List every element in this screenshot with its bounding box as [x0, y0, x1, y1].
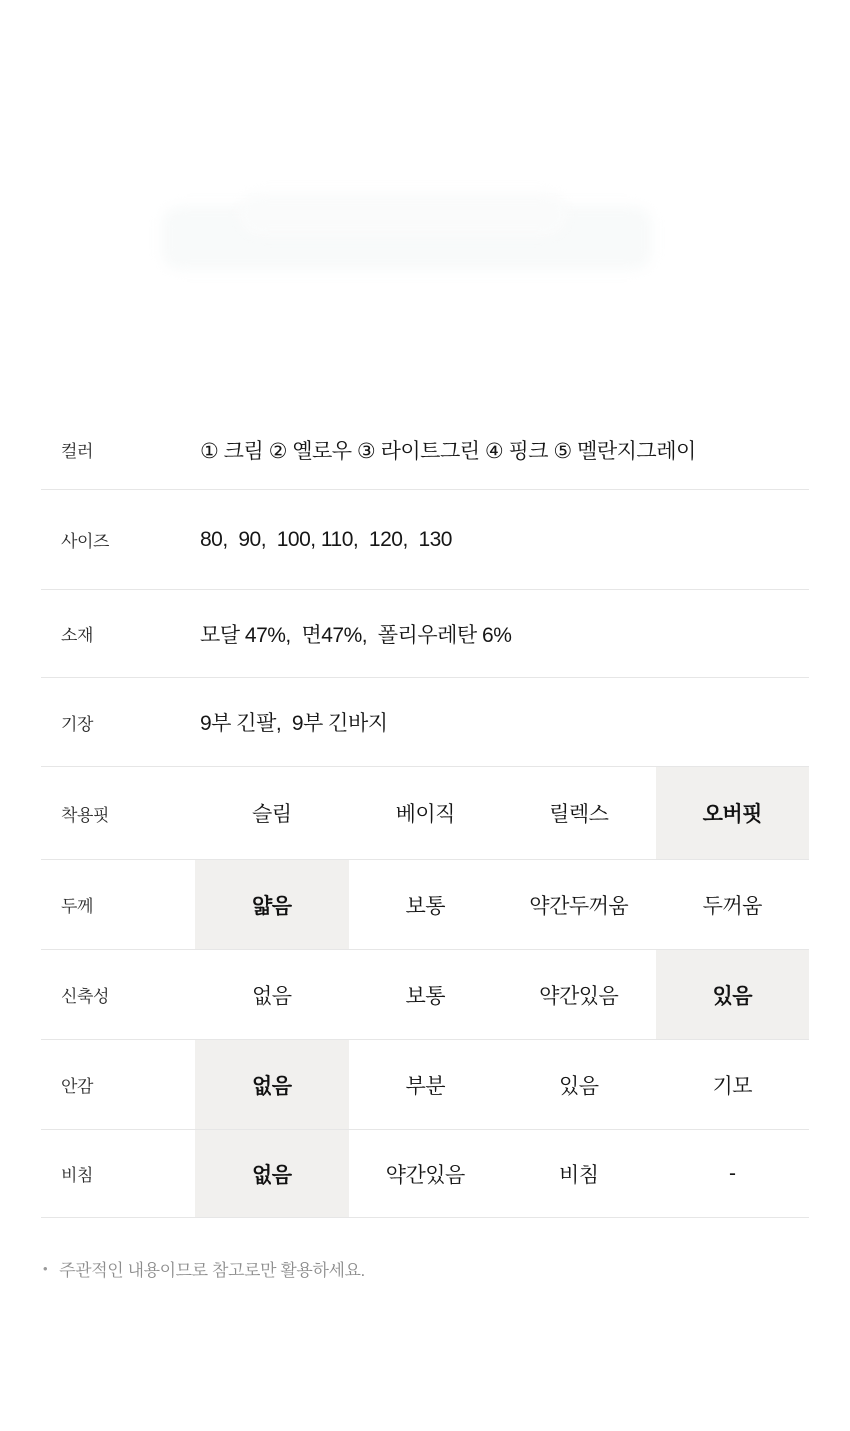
spec-scale-stretch — [195, 950, 809, 1039]
spec-row-length — [41, 678, 809, 767]
spec-option: 약간두꺼움 — [529, 894, 629, 918]
product-spec-table — [41, 410, 809, 1218]
spec-label: 비침 — [61, 1166, 94, 1185]
spec-label: 두께 — [61, 897, 94, 916]
spec-row-fit — [41, 767, 809, 860]
footnote — [43, 1256, 809, 1281]
spec-value: 9부 긴팔, 9부 긴바지 — [200, 712, 388, 735]
spec-option: 슬림 — [251, 803, 292, 826]
spec-label: 소재 — [61, 626, 94, 645]
spec-value: 모달 47%, 면47%, 폴리우레탄 6% — [200, 623, 512, 647]
spec-option: 부분 — [405, 1074, 446, 1098]
spec-option: 없음 — [195, 1130, 349, 1217]
spec-label: 착용핏 — [61, 805, 110, 825]
spec-option: 있음 — [656, 950, 810, 1039]
spec-value: ① 크림 ② 옐로우 ③ 라이트그린 ④ 핑크 ⑤ 멜란지그레이 — [200, 439, 696, 463]
spec-row-size — [41, 490, 809, 590]
spec-scale-sheerness — [195, 1130, 809, 1217]
spec-label: 사이즈 — [61, 532, 110, 551]
spec-row-thickness — [41, 860, 809, 950]
spec-option: 두꺼움 — [702, 894, 762, 918]
spec-option: - — [729, 1161, 736, 1185]
spec-option: 없음 — [195, 1040, 349, 1129]
spec-label: 기장 — [61, 714, 94, 734]
spec-scale-lining — [195, 1040, 809, 1129]
spec-scale-thickness — [195, 860, 809, 949]
spec-option: 기모 — [712, 1074, 753, 1098]
spec-value: 80, 90, 100, 110, 120, 130 — [200, 527, 452, 551]
spec-option: 없음 — [251, 984, 292, 1008]
spec-option: 보통 — [405, 894, 446, 918]
spec-option: 보통 — [405, 984, 446, 1008]
spec-row-sheerness — [41, 1130, 809, 1218]
spec-option: 비침 — [558, 1163, 599, 1187]
spec-option: 베이직 — [395, 803, 455, 826]
faded-product-image-highlight — [238, 193, 568, 237]
spec-option: 릴렉스 — [549, 803, 609, 826]
spec-row-material — [41, 590, 809, 678]
spec-scale-fit — [195, 767, 809, 859]
spec-option: 얇음 — [195, 860, 349, 949]
spec-row-lining — [41, 1040, 809, 1130]
spec-option: 있음 — [558, 1074, 599, 1098]
spec-label: 컬러 — [61, 442, 94, 461]
bullet-icon: • — [43, 1261, 48, 1276]
spec-option: 약간있음 — [539, 984, 619, 1008]
spec-option: 약간있음 — [385, 1163, 465, 1187]
footnote-text: 주관적인 내용이므로 참고로만 활용하세요. — [59, 1261, 365, 1280]
spec-label: 안감 — [61, 1077, 94, 1096]
spec-row-stretch — [41, 950, 809, 1040]
spec-option: 오버핏 — [656, 767, 810, 859]
spec-label: 신축성 — [61, 987, 110, 1006]
spec-row-color — [41, 410, 809, 490]
